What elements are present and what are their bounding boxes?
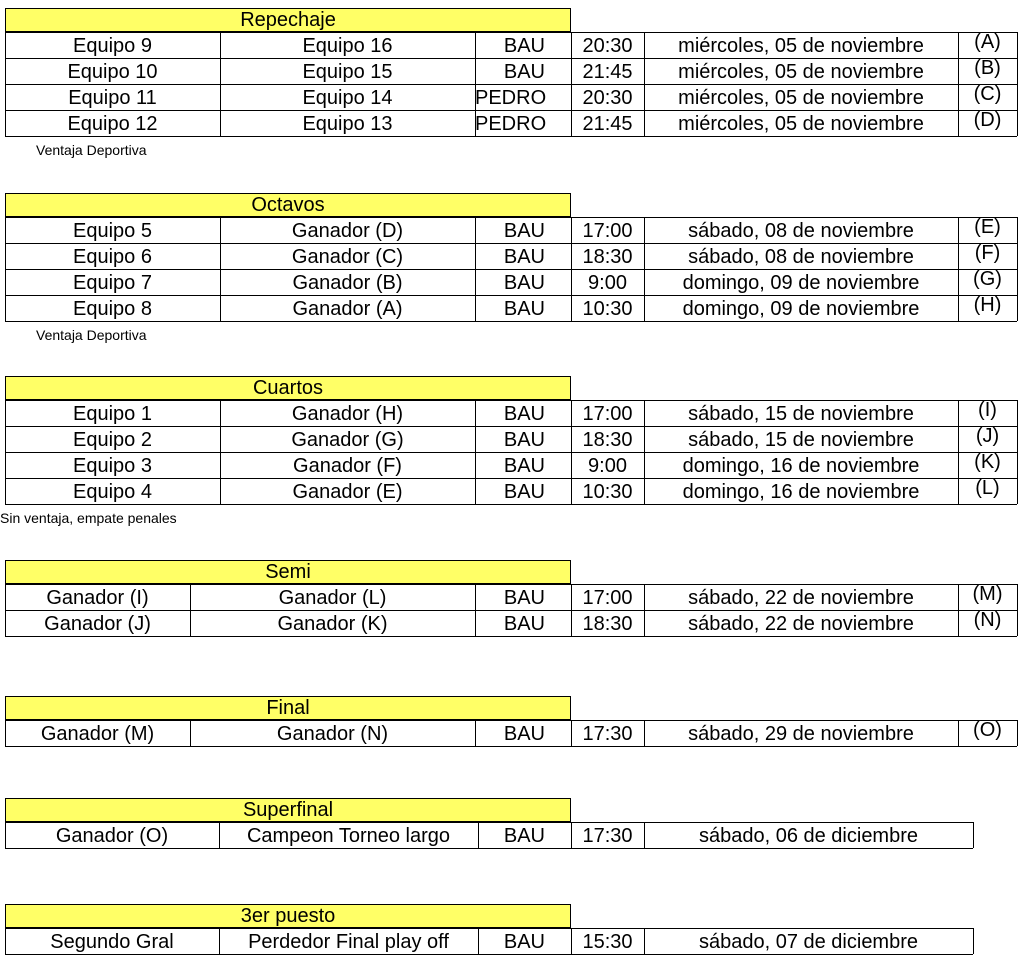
table-row	[0, 928, 973, 954]
venue: BAU	[503, 825, 545, 847]
venue: BAU	[503, 61, 545, 83]
row-border	[5, 636, 1017, 637]
cell-border	[571, 584, 572, 610]
cell-border	[644, 822, 645, 848]
section-header: Superfinal	[5, 798, 571, 822]
section-header: Final	[5, 696, 571, 720]
home-team: Equipo 11	[68, 87, 157, 109]
venue: BAU	[503, 455, 545, 477]
row-border	[5, 848, 973, 849]
home-team: Ganador (J)	[44, 613, 151, 635]
cell-border	[571, 928, 572, 954]
away-team: Equipo 14	[302, 87, 393, 109]
table-row	[0, 584, 1017, 610]
away-team: Ganador (K)	[277, 613, 388, 635]
cell-border	[571, 269, 572, 295]
date: sábado, 08 de noviembre	[688, 246, 914, 268]
table-row	[0, 84, 1017, 110]
table-top-border	[5, 928, 973, 929]
cell-border	[973, 822, 974, 848]
match-code: (K)	[974, 451, 1001, 473]
cell-border	[1017, 217, 1018, 243]
cell-border	[958, 426, 959, 452]
time: 17:00	[582, 220, 633, 242]
time: 17:30	[582, 825, 633, 847]
cell-border	[571, 720, 572, 746]
cell-border	[5, 84, 6, 110]
cell-border	[475, 32, 476, 58]
cell-border	[958, 110, 959, 136]
venue: BAU	[503, 35, 545, 57]
home-team: Equipo 8	[73, 298, 152, 320]
table-top-border	[5, 217, 1017, 218]
cell-border	[571, 400, 572, 426]
cell-border	[5, 32, 6, 58]
cell-border	[973, 928, 974, 954]
home-team: Equipo 7	[73, 272, 152, 294]
cell-border	[5, 243, 6, 269]
table-top-border	[5, 400, 1017, 401]
cell-border	[475, 110, 476, 136]
row-border	[5, 504, 1017, 505]
cell-border	[5, 295, 6, 321]
table-row	[0, 110, 1017, 136]
cell-border	[644, 243, 645, 269]
cell-border	[958, 217, 959, 243]
section-note: Ventaja Deportiva	[36, 142, 147, 158]
away-team: Ganador (G)	[291, 429, 404, 451]
table-row	[0, 243, 1017, 269]
match-code: (O)	[973, 719, 1002, 741]
time: 21:45	[582, 113, 633, 135]
away-team: Equipo 16	[302, 35, 393, 57]
cell-border	[220, 426, 221, 452]
table-row	[0, 426, 1017, 452]
home-team: Equipo 3	[73, 455, 152, 477]
cell-border	[220, 400, 221, 426]
home-team: Segundo Gral	[50, 931, 174, 953]
date: sábado, 15 de noviembre	[688, 429, 914, 451]
cell-border	[571, 610, 572, 636]
cell-border	[475, 295, 476, 321]
cell-border	[644, 928, 645, 954]
cell-border	[475, 84, 476, 110]
cell-border	[1017, 110, 1018, 136]
time: 10:30	[582, 481, 633, 503]
cell-border	[571, 217, 572, 243]
cell-border	[1017, 58, 1018, 84]
cell-border	[5, 217, 6, 243]
section-header: 3er puesto	[5, 904, 571, 928]
cell-border	[958, 478, 959, 504]
cell-border	[190, 610, 191, 636]
cell-border	[5, 58, 6, 84]
away-team: Equipo 13	[302, 113, 393, 135]
date: miércoles, 05 de noviembre	[678, 35, 924, 57]
cell-border	[475, 720, 476, 746]
time: 9:00	[588, 455, 627, 477]
home-team: Equipo 4	[73, 481, 152, 503]
cell-border	[644, 478, 645, 504]
time: 15:30	[582, 931, 633, 953]
cell-border	[5, 720, 6, 746]
home-team: Equipo 5	[73, 220, 152, 242]
venue: BAU	[503, 481, 545, 503]
table-row	[0, 822, 973, 848]
cell-border	[571, 295, 572, 321]
match-code: (D)	[973, 109, 1002, 131]
section-header: Octavos	[5, 193, 571, 217]
match-code: (C)	[973, 83, 1002, 105]
cell-border	[644, 32, 645, 58]
cell-border	[190, 720, 191, 746]
cell-border	[958, 269, 959, 295]
home-team: Equipo 6	[73, 246, 152, 268]
home-team: Equipo 1	[73, 403, 152, 425]
cell-border	[475, 426, 476, 452]
venue: BAU	[503, 298, 545, 320]
cell-border	[644, 400, 645, 426]
cell-border	[644, 610, 645, 636]
date: domingo, 09 de noviembre	[682, 298, 920, 320]
cell-border	[5, 110, 6, 136]
match-code: (A)	[974, 31, 1001, 53]
cell-border	[958, 610, 959, 636]
match-code: (E)	[974, 216, 1001, 238]
time: 20:30	[582, 35, 633, 57]
cell-border	[1017, 720, 1018, 746]
cell-border	[571, 110, 572, 136]
row-border	[5, 321, 1017, 322]
cell-border	[475, 610, 476, 636]
venue: BAU	[503, 613, 545, 635]
cell-border	[958, 84, 959, 110]
cell-border	[478, 928, 479, 954]
cell-border	[475, 217, 476, 243]
cell-border	[571, 452, 572, 478]
cell-border	[475, 400, 476, 426]
cell-border	[958, 243, 959, 269]
venue: BAU	[503, 272, 545, 294]
table-top-border	[5, 822, 973, 823]
date: sábado, 22 de noviembre	[688, 587, 914, 609]
date: sábado, 15 de noviembre	[688, 403, 914, 425]
away-team: Campeon Torneo largo	[246, 825, 451, 847]
time: 18:30	[582, 613, 633, 635]
cell-border	[220, 452, 221, 478]
date: miércoles, 05 de noviembre	[678, 87, 924, 109]
home-team: Ganador (I)	[46, 587, 149, 609]
cell-border	[220, 110, 221, 136]
cell-border	[220, 217, 221, 243]
cell-border	[5, 822, 6, 848]
venue: BAU	[503, 246, 545, 268]
table-row	[0, 295, 1017, 321]
cell-border	[220, 295, 221, 321]
cell-border	[571, 58, 572, 84]
away-team: Perdedor Final play off	[248, 931, 449, 953]
cell-border	[644, 720, 645, 746]
match-code: (M)	[972, 583, 1003, 605]
cell-border	[644, 426, 645, 452]
date: miércoles, 05 de noviembre	[678, 113, 924, 135]
cell-border	[571, 243, 572, 269]
section-note: Ventaja Deportiva	[36, 327, 147, 343]
cell-border	[644, 58, 645, 84]
away-team: Ganador (L)	[278, 587, 387, 609]
time: 17:00	[582, 403, 633, 425]
table-top-border	[5, 720, 1017, 721]
away-team: Ganador (H)	[291, 403, 404, 425]
venue: BAU	[503, 220, 545, 242]
table-row	[0, 452, 1017, 478]
cell-border	[571, 822, 572, 848]
away-team: Ganador (E)	[292, 481, 403, 503]
cell-border	[5, 452, 6, 478]
time: 21:45	[582, 61, 633, 83]
section-header: Semi	[5, 560, 571, 584]
cell-border	[5, 269, 6, 295]
away-team: Ganador (C)	[291, 246, 404, 268]
cell-border	[5, 400, 6, 426]
table-row	[0, 720, 1017, 746]
cell-border	[475, 478, 476, 504]
cell-border	[5, 610, 6, 636]
match-code: (L)	[975, 477, 1000, 499]
cell-border	[958, 584, 959, 610]
cell-border	[1017, 84, 1018, 110]
time: 18:30	[582, 246, 633, 268]
cell-border	[958, 32, 959, 58]
date: sábado, 06 de diciembre	[698, 825, 919, 847]
cell-border	[475, 452, 476, 478]
cell-border	[644, 295, 645, 321]
venue: BAU	[503, 723, 545, 745]
home-team: Equipo 2	[73, 429, 152, 451]
cell-border	[478, 822, 479, 848]
venue: BAU	[503, 587, 545, 609]
cell-border	[5, 426, 6, 452]
date: sábado, 29 de noviembre	[688, 723, 914, 745]
home-team: Ganador (O)	[55, 825, 169, 847]
cell-border	[1017, 452, 1018, 478]
cell-border	[475, 584, 476, 610]
table-row	[0, 478, 1017, 504]
cell-border	[220, 243, 221, 269]
row-border	[5, 136, 1017, 137]
cell-border	[219, 822, 220, 848]
cell-border	[1017, 400, 1018, 426]
cell-border	[220, 269, 221, 295]
cell-border	[5, 478, 6, 504]
cell-border	[1017, 478, 1018, 504]
time: 20:30	[582, 87, 633, 109]
match-code: (B)	[974, 57, 1001, 79]
section-note: Sin ventaja, empate penales	[0, 510, 177, 526]
home-team: Ganador (M)	[40, 723, 155, 745]
away-team: Ganador (F)	[293, 455, 402, 477]
cell-border	[571, 426, 572, 452]
cell-border	[1017, 32, 1018, 58]
table-top-border	[5, 584, 1017, 585]
cell-border	[1017, 426, 1018, 452]
match-code: (H)	[973, 294, 1002, 316]
cell-border	[475, 269, 476, 295]
away-team: Ganador (B)	[292, 272, 403, 294]
cell-border	[644, 110, 645, 136]
time: 10:30	[582, 298, 633, 320]
venue: BAU	[503, 931, 545, 953]
cell-border	[219, 928, 220, 954]
cell-border	[1017, 269, 1018, 295]
date: domingo, 16 de noviembre	[682, 455, 920, 477]
cell-border	[1017, 584, 1018, 610]
away-team: Equipo 15	[302, 61, 393, 83]
date: sábado, 08 de noviembre	[688, 220, 914, 242]
cell-border	[958, 295, 959, 321]
time: 17:00	[582, 587, 633, 609]
time: 9:00	[588, 272, 627, 294]
match-code: (N)	[973, 609, 1002, 631]
cell-border	[5, 928, 6, 954]
table-row	[0, 400, 1017, 426]
cell-border	[1017, 243, 1018, 269]
away-team: Ganador (N)	[276, 723, 389, 745]
cell-border	[958, 58, 959, 84]
cell-border	[571, 478, 572, 504]
cell-border	[958, 400, 959, 426]
cell-border	[190, 584, 191, 610]
cell-border	[644, 452, 645, 478]
cell-border	[1017, 610, 1018, 636]
venue: PEDRO	[475, 113, 547, 135]
venue: BAU	[503, 403, 545, 425]
table-row	[0, 32, 1017, 58]
cell-border	[644, 584, 645, 610]
row-border	[5, 954, 973, 955]
cell-border	[958, 720, 959, 746]
cell-border	[5, 584, 6, 610]
match-code: (G)	[973, 268, 1002, 290]
venue: BAU	[503, 429, 545, 451]
venue: PEDRO	[475, 87, 547, 109]
cell-border	[475, 243, 476, 269]
table-row	[0, 610, 1017, 636]
match-code: (J)	[975, 425, 1000, 447]
cell-border	[220, 84, 221, 110]
away-team: Ganador (A)	[292, 298, 403, 320]
home-team: Equipo 12	[67, 113, 158, 135]
date: sábado, 07 de diciembre	[698, 931, 919, 953]
cell-border	[644, 84, 645, 110]
date: domingo, 16 de noviembre	[682, 481, 920, 503]
home-team: Equipo 9	[73, 35, 152, 57]
section-header: Cuartos	[5, 376, 571, 400]
time: 17:30	[582, 723, 633, 745]
cell-border	[475, 58, 476, 84]
time: 18:30	[582, 429, 633, 451]
match-code: (F)	[974, 242, 1001, 264]
cell-border	[1017, 295, 1018, 321]
cell-border	[220, 478, 221, 504]
home-team: Equipo 10	[67, 61, 158, 83]
table-top-border	[5, 32, 1017, 33]
section-header: Repechaje	[5, 8, 571, 32]
cell-border	[644, 269, 645, 295]
table-row	[0, 217, 1017, 243]
row-border	[5, 746, 1017, 747]
match-code: (I)	[978, 399, 997, 421]
date: miércoles, 05 de noviembre	[678, 61, 924, 83]
table-row	[0, 58, 1017, 84]
table-row	[0, 269, 1017, 295]
cell-border	[571, 32, 572, 58]
date: domingo, 09 de noviembre	[682, 272, 920, 294]
cell-border	[220, 58, 221, 84]
cell-border	[571, 84, 572, 110]
date: sábado, 22 de noviembre	[688, 613, 914, 635]
cell-border	[644, 217, 645, 243]
away-team: Ganador (D)	[291, 220, 404, 242]
cell-border	[220, 32, 221, 58]
cell-border	[958, 452, 959, 478]
